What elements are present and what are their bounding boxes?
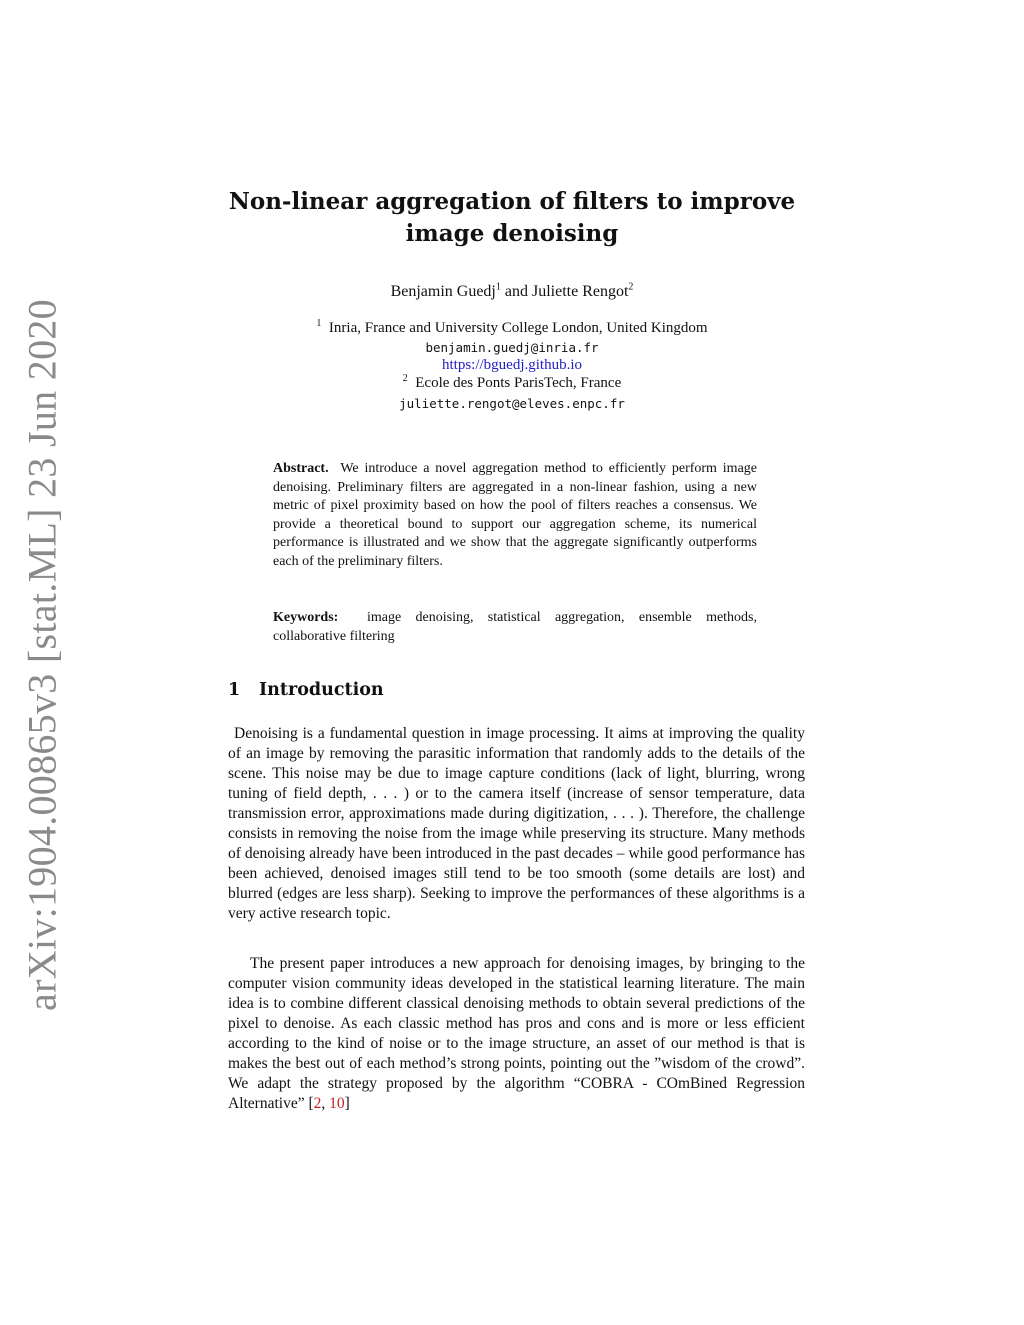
affiliation-1 (0, 319, 1024, 337)
keywords-label: Keywords: (273, 610, 339, 625)
section-number: 1 (228, 680, 241, 700)
author-list (0, 283, 1024, 301)
section-heading (228, 680, 384, 700)
citation-bracket: [ (308, 1095, 314, 1112)
affiliation-mark: 2 (402, 373, 408, 384)
abstract-label: Abstract. (273, 461, 329, 476)
affiliation-mark: 1 (316, 318, 322, 329)
title-line-2: image denoising (405, 220, 619, 247)
keywords-text: image denoising, statistical aggregation, ensemble methods, collaborative filtering (273, 610, 758, 644)
keywords (273, 609, 757, 646)
abstract (273, 460, 757, 572)
citation-bracket: ] (344, 1095, 350, 1112)
citation-link[interactable]: 2 (313, 1095, 322, 1112)
body-paragraph (228, 954, 805, 1114)
affiliation-mark: 2 (628, 281, 634, 293)
citation-link[interactable]: 10 (329, 1095, 345, 1112)
author-homepage-link[interactable]: https://bguedj.github.io (441, 357, 582, 373)
title-line-1: Non-linear aggregation of filters to improve (228, 188, 796, 215)
author-email[interactable]: benjamin.guedj@inria.fr (425, 340, 599, 355)
author-conjunction: and (500, 283, 532, 300)
affiliation-text: Ecole des Ponts ParisTech, France (415, 375, 622, 391)
affiliation-mark: 1 (495, 281, 501, 293)
citation-separator: , (321, 1095, 330, 1112)
author-name: Juliette Rengot (531, 283, 629, 300)
body-paragraph: Denoising is a fundamental question in image processing. It aims at improving the quality of an image by removing the parasitic information that randomly adds to the details of the scene. This noise may be due to image capture conditions (lack of light, blurring, wrong tuning of field depth, . . . ) or to the camera itself (increase of sensor temperature, data transmission error, approximations made during digitization, . . . ). Therefore, the challenge consists in removing the noise from the image while preserving its structure. Many methods of denoising already have been introduced in the past decades – while good performance has been achieved, denoised images still tend to be too smooth (some details are lost) and blurred (edges are less sharp). Seeking to improve the performances of these algorithms is a very active research topic. (228, 725, 805, 922)
section-title: Introduction (259, 680, 384, 700)
affiliation-text: Inria, France and University College London, United Kingdom (328, 320, 708, 336)
affiliation-2 (0, 374, 1024, 392)
author-name: Benjamin Guedj (390, 283, 496, 300)
paper-title (0, 186, 1024, 250)
paragraph-text: The present paper introduces a new approach for denoising images, by bringing to the computer vision community ideas developed in the statistical learning literature. The main idea is to combine different classical denoising methods to obtain several predictions of the pixel to denoise. As each classic method has pros and cons and is more or less efficient according to the kind of noise or to the image structure, an asset of our method is that is makes the best out of each method’s strong points, pointing out the ”wisdom of the crowd”. We adapt the strategy proposed by the algorithm “COBRA - COmBined Regression Alternative” (228, 955, 805, 1112)
abstract-text: We introduce a novel aggregation method to efficiently perform image denoising. Preliminary filters are aggregated in a non-linear fashion, using a new metric of pixel proximity based on how the pool of filters reaches a consensus. We provide a theoretical bound to support our aggregation scheme, its numerical performance is illustrated and we show that the aggregate significantly outperforms each of the preliminary filters. (273, 461, 757, 569)
author-email[interactable]: juliette.rengot@eleves.enpc.fr (399, 396, 625, 411)
arxiv-identifier-stamp: arXiv:1904.00865v3 [stat.ML] 23 Jun 2020 (19, 299, 65, 1011)
